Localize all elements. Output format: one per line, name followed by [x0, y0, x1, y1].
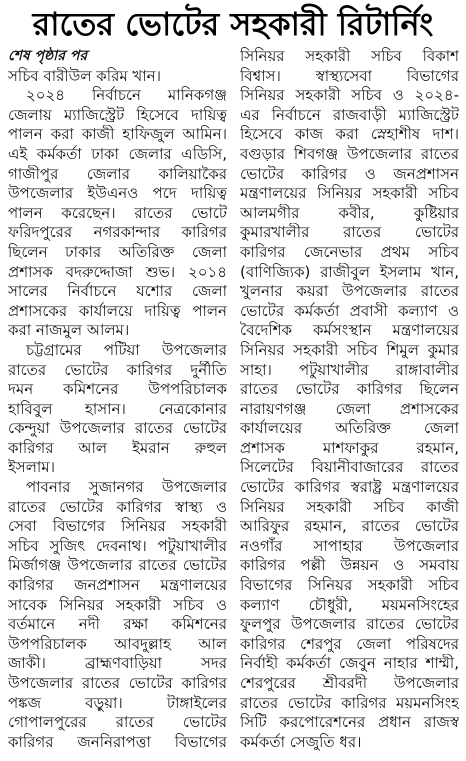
text-line: এই কর্মকর্তা ঢাকা জেলার এডিসি, [8, 144, 227, 163]
text-line: সচিব সুজিৎ দেবনাথ। পটুয়াখালীর [8, 536, 227, 555]
text-line: এর নির্বাচনে রাজবাড়ী ম্যাজিস্ট্রেট [240, 105, 459, 124]
text-line: প্রশাসক মাশফাকুর রহমান, [240, 438, 459, 457]
text-line: হাবিবুল হাসান। নেত্রকোনার [8, 399, 227, 418]
text-line: রাতের ভোটের কারিগর ছিলেন [240, 380, 459, 399]
text-line: রাতের ভোটের কারিগর ময়মনসিংহ [240, 693, 459, 712]
text-line: উপজেলার রাতের ভোটের কারিগর [8, 674, 227, 692]
text-line: বগুড়ার শিবগঞ্জ উপজেলার রাতের [240, 144, 459, 163]
text-line: ভোটের কর্মকর্তা প্রবাসী কল্যাণ ও [240, 301, 459, 320]
text-line: ছিলেন ঢাকার অতিরিক্ত জেলা [8, 242, 227, 261]
text-line: মির্জাগঞ্জ উপজেলার রাতের ভোটের [8, 556, 227, 575]
text-line: প্রশাসক বদরুদ্দোজা শুভ। ২০১৪ [8, 262, 227, 281]
text-line: কারিগর পল্লী উন্নয়ন ও সমবায় [240, 556, 459, 575]
text-line: হিসেবে কাজ করা স্নেহাশীষ দাশ। [240, 125, 459, 144]
text-line: নারায়ণগঞ্জ জেলা প্রশাসকের [240, 399, 459, 418]
article-column-right [240, 47, 459, 752]
text-line: গোপালপুরের রাতের ভোটের [8, 713, 227, 732]
text-line: বিভাগের সিনিয়র সহকারী সচিব [240, 576, 459, 595]
text-line: রাতের ভোটের কারিগর দুর্নীতি [8, 360, 227, 379]
text-line: কারিগর জননিরাপত্তা বিভাগের [8, 732, 227, 751]
text-line: সাবেক সিনিয়র সহকারী সচিব ও [8, 595, 227, 614]
text-line: বিশ্বাস। স্বাস্থ্যসেবা বিভাগের [240, 66, 459, 85]
text-line: কারিগর আল ইমরান রুহুল [8, 438, 227, 457]
text-line: করা নাজমুল আলম। [8, 321, 130, 340]
text-line: চট্টগ্রামের পটিয়া উপজেলার [26, 340, 227, 359]
text-line: কারিগর শেরপুর জেলা পরিষদের [240, 634, 459, 653]
text-line: আলমগীর কবীর, কুষ্টিয়ার [240, 203, 459, 222]
text-line: সাহা। পটুয়াখালীর রাঙ্গাবালীর [240, 360, 459, 379]
text-line: নির্বাহী কর্মকর্তা জেবুন নাহার শাম্মী, [240, 654, 459, 673]
text-line: ফুলপুর উপজেলার রাতের ভোটের [240, 615, 459, 634]
text-line: পালন করেছেন। রাতের ভোটে [8, 203, 227, 222]
text-line: (বাণিজ্যিক) রাজীবুল ইসলাম খান, [240, 262, 459, 281]
text-line: সিনিয়র সহকারী সচিব কাজী [240, 497, 459, 516]
text-line: ফরিদপুরের নগরকান্দার কারিগর [8, 223, 227, 242]
text-line: কারিগর জেনেভার প্রথম সচিব [240, 242, 459, 261]
text-line: জাকী। ব্রাহ্মণবাড়িয়া সদর [8, 654, 227, 673]
text-line: ২০২৪ নির্বাচনে মানিকগঞ্জ [26, 86, 227, 105]
text-line: সিলেটের বিয়ানীবাজারের রাতের [240, 458, 459, 477]
text-line: সালের নির্বাচনে যশোর জেলা [8, 282, 227, 301]
text-line: আরিফুর রহমান, রাতের ভোটের [240, 517, 459, 536]
text-line: কল্যাণ চৌধুরী, ময়মনসিংহের [240, 595, 459, 614]
text-line: নওগাঁর সাপাহার উপজেলার [240, 536, 459, 555]
text-line: কুমারখালীর রাতের ভোটের [240, 223, 459, 242]
text-line: পাবনার সুজানগর উপজেলার [26, 478, 227, 497]
text-line: সিনিয়র সহকারী সচিব শিমুল কুমার [240, 340, 459, 359]
continued-label: শেষ পৃষ্ঠার পর [8, 48, 88, 64]
text-line: পালন করা কাজী হাফিজুল আমিন। [8, 125, 227, 144]
text-line: সেবা বিভাগের সিনিয়র সহকারী [8, 517, 227, 536]
text-line: দমন কমিশনের উপপরিচালক [8, 380, 227, 399]
text-line: গাজীপুর জেলার কালিয়াকৈর [8, 164, 227, 183]
text-line: উপপরিচালক আবদুল্লাহ আল [8, 634, 227, 653]
text-line: বৈদেশিক কর্মসংস্থান মন্ত্রণালয়ের [240, 321, 459, 340]
text-line: বর্তমানে নদী রক্ষা কমিশনের [8, 615, 227, 634]
article-column-left [8, 47, 227, 752]
text-line: ভোটের কারিগর ও জনপ্রশাসন [240, 164, 459, 183]
text-line: পঙ্কজ বড়ুয়া। টাঙ্গাইলের [8, 693, 227, 712]
text-line: সিটি করপোরেশনের প্রধান রাজস্ব [240, 713, 459, 732]
text-line: শেরপুরের শ্রীবরদী উপজেলার [240, 674, 459, 692]
text-line: কেন্দুয়া উপজেলার রাতের ভোটের [8, 419, 227, 438]
text-line: কার্যালয়ের অতিরিক্ত জেলা [240, 419, 459, 438]
headline: রাতের ভোটের সহকারী রিটার্নিং [32, 5, 434, 43]
text-line: জেলায় ম্যাজিস্ট্রেট হিসেবে দায়িত্ব [8, 105, 227, 124]
text-line: কর্মকর্তা সেজুতি ধর। [240, 732, 362, 751]
text-line: ভোটের কারিগর স্বরাষ্ট্র মন্ত্রণালয়ের [240, 478, 459, 497]
text-line: সচিব বারীউল করিম খান। [8, 66, 161, 85]
text-line: মন্ত্রণালয়ের সিনিয়র সহকারী সচিব [240, 184, 459, 203]
text-line: ইসলাম। [8, 458, 55, 477]
text-line: সিনিয়র সহকারী সচিব বিকাশ [240, 47, 459, 65]
text-line: প্রশাসকের কার্যালয়ে দায়িত্ব পালন [8, 301, 227, 320]
text-line: রাতের ভোটের কারিগর স্বাস্থ্য ও [8, 497, 227, 516]
text-line: কারিগর জনপ্রশাসন মন্ত্রণালয়ের [8, 576, 227, 595]
text-line: খুলনার কয়রা উপজেলার রাতের [240, 282, 459, 301]
text-line: উপজেলার ইউএনও পদে দায়িত্ব [8, 184, 227, 203]
text-line: সিনিয়র সহকারী সচিব ও ২০২৪- [240, 86, 459, 105]
